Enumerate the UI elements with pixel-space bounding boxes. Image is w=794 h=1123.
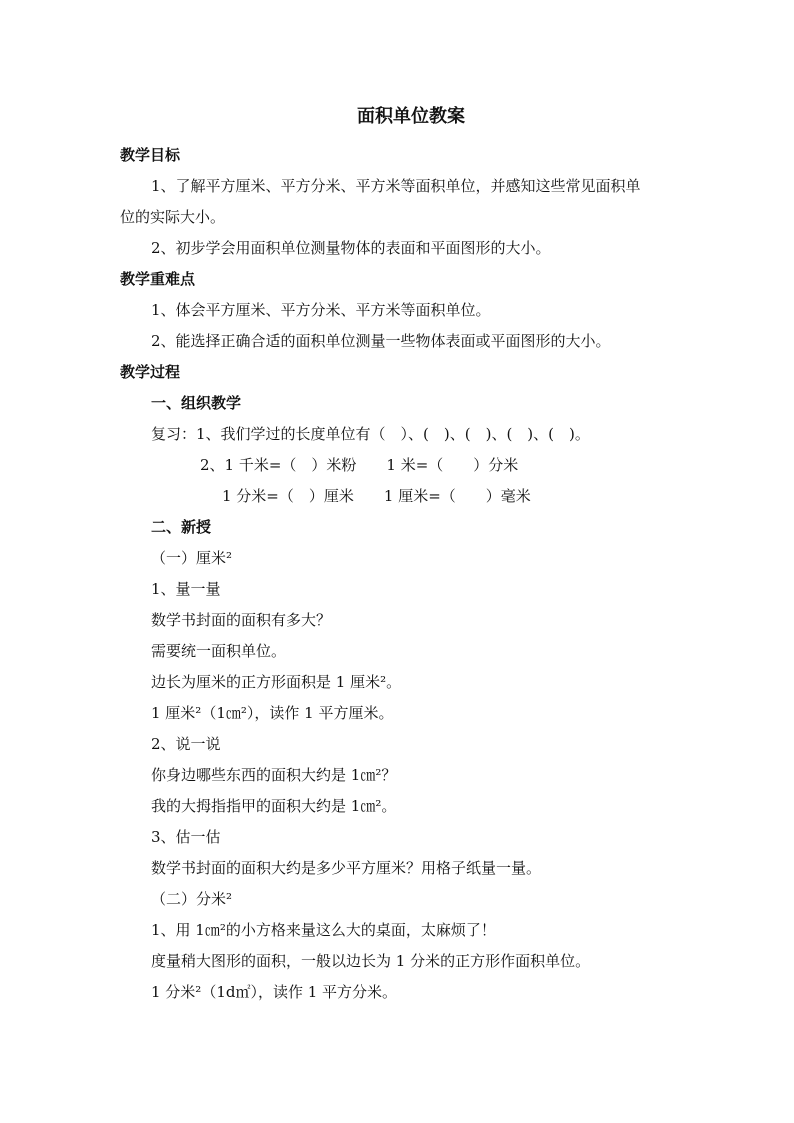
paragraph-line: 1、量一量	[151, 580, 221, 598]
paragraph-line: （二）分米²	[151, 890, 233, 908]
paragraph-line: 数学书封面的面积有多大？	[151, 611, 332, 629]
section-heading-process: 教学过程	[120, 363, 181, 381]
paragraph-line: 1、了解平方厘米、平方分米、平方米等面积单位，并感知这些常见面积单	[151, 177, 641, 195]
paragraph-line: 2、能选择正确合适的面积单位测量一些物体表面或平面图形的大小。	[151, 332, 611, 350]
paragraph-line: 位的实际大小。	[120, 208, 226, 226]
paragraph-line: （一）厘米²	[151, 549, 233, 567]
paragraph-line: 你身边哪些东西的面积大约是 1㎝²？	[151, 766, 397, 784]
paragraph-line: 1 分米=（ ）厘米 1 厘米=（ ）毫米	[222, 487, 531, 505]
paragraph-line: 数学书封面的面积大约是多少平方厘米？用格子纸量一量。	[151, 859, 542, 877]
paragraph-line: 2、说一说	[151, 735, 221, 753]
document-title: 面积单位教案	[357, 106, 465, 127]
paragraph-line: 1 厘米²（1㎝²），读作 1 平方厘米。	[151, 704, 394, 722]
paragraph-line: 1 分米²（1d㎡），读作 1 平方分米。	[151, 983, 398, 1001]
paragraph-line: 度量稍大图形的面积，一般以边长为 1 分米的正方形作面积单位。	[151, 952, 591, 970]
paragraph-line: 边长为厘米的正方形面积是 1 厘米²。	[151, 673, 402, 691]
paragraph-line: 复习：1、我们学过的长度单位有（ ）、( )、( )、( )、( )。	[151, 425, 590, 443]
paragraph-line: 3、估一估	[151, 828, 221, 846]
paragraph-line: 2、初步学会用面积单位测量物体的表面和平面图形的大小。	[151, 239, 551, 257]
section-heading-objectives: 教学目标	[120, 146, 181, 164]
paragraph-line: 我的大拇指指甲的面积大约是 1㎝²。	[151, 797, 397, 815]
paragraph-line: 1、体会平方厘米、平方分米、平方米等面积单位。	[151, 301, 491, 319]
paragraph-line: 需要统一面积单位。	[151, 642, 287, 660]
paragraph-line: 1、用 1㎝²的小方格来量这么大的桌面，太麻烦了！	[151, 921, 496, 939]
paragraph-line: 2、1 千米=（ ）米粉 1 米=（ ）分米	[200, 456, 519, 474]
subsection-heading: 一、组织教学	[151, 394, 242, 412]
subsection-heading: 二、新授	[151, 518, 212, 536]
section-heading-key-points: 教学重难点	[120, 270, 196, 288]
